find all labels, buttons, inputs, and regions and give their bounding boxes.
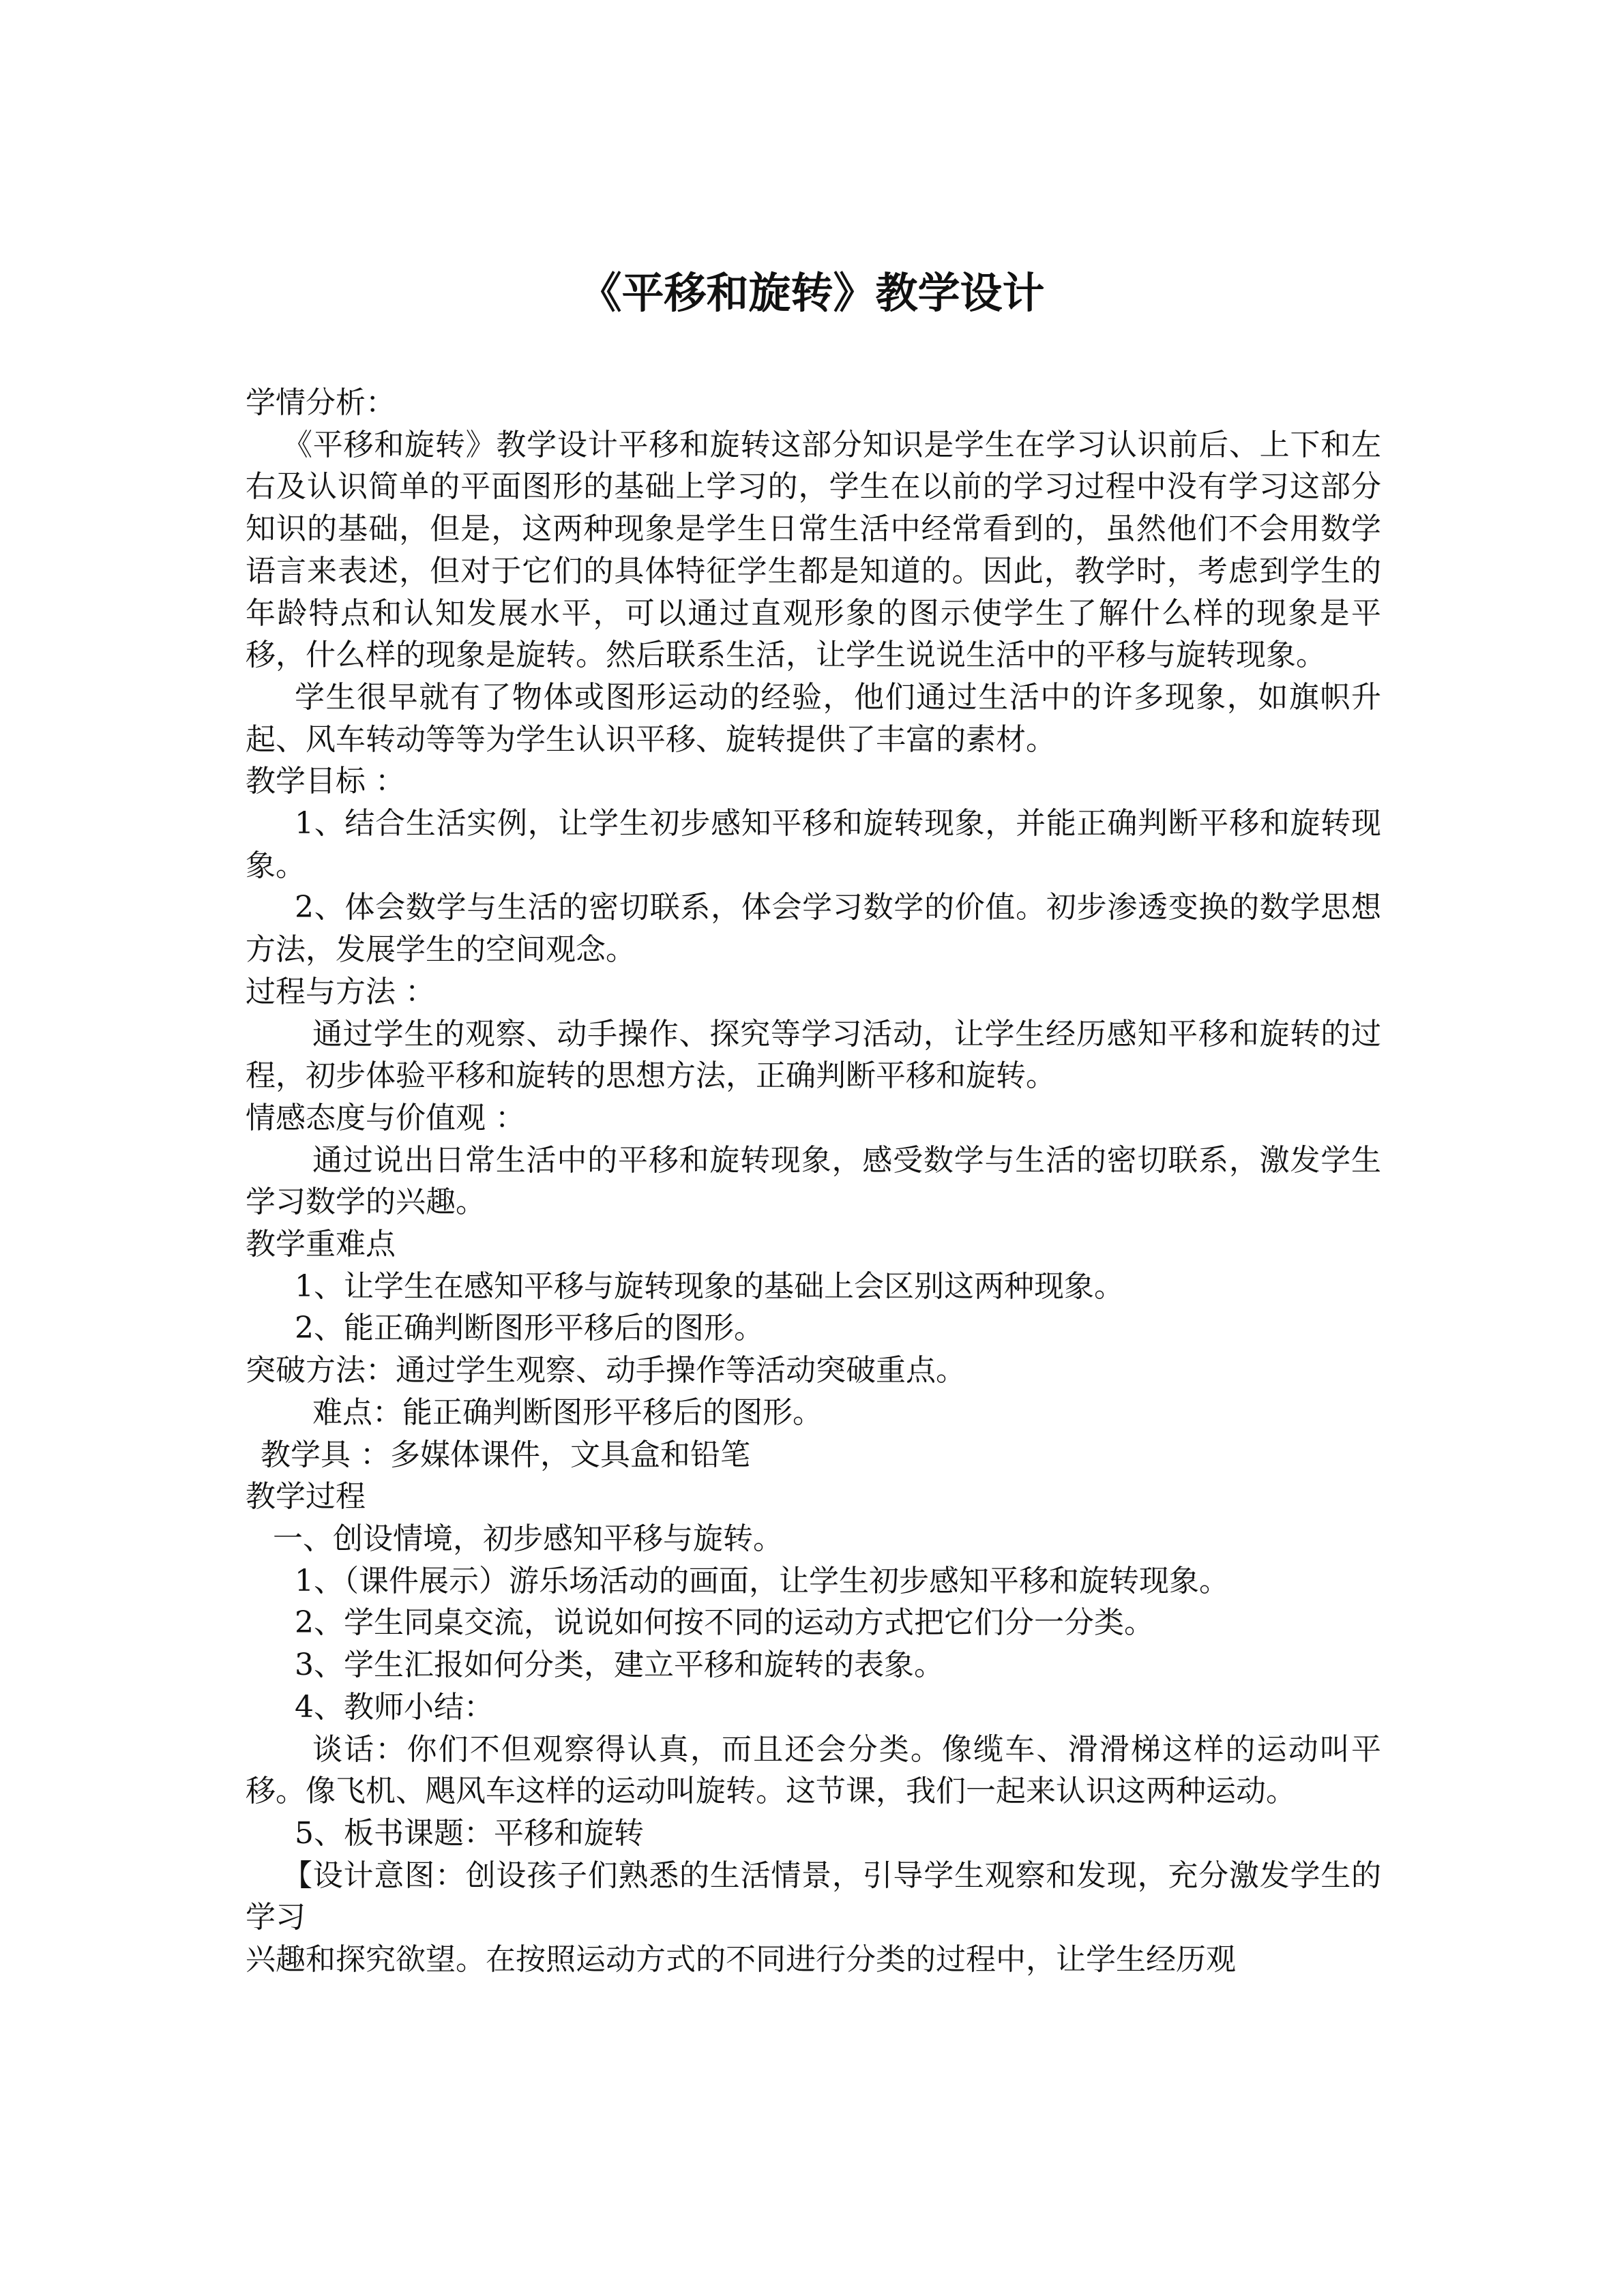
- body-paragraph: 【设计意图：创设孩子们熟悉的生活情景，引导学生观察和发现，充分激发学生的学习: [246, 1858, 1381, 1935]
- body-paragraph: 教学过程: [246, 1479, 366, 1515]
- body-paragraph: 教学具 ：多媒体课件，文具盒和铅笔: [261, 1437, 750, 1472]
- body-paragraph: 学情分析：: [246, 385, 396, 420]
- body-paragraph: 2、学生同桌交流，说说如何按不同的运动方式把它们分一分类。: [295, 1605, 1154, 1641]
- document-title: 《平移和旋转》教学设计: [579, 268, 1045, 318]
- body-paragraph: 1、让学生在感知平移与旋转现象的基础上会区别这两种现象。: [295, 1268, 1124, 1304]
- body-paragraph: 教学重难点: [246, 1227, 396, 1262]
- document-body: [246, 382, 1381, 1981]
- body-paragraph: 兴趣和探究欲望。在按照运动方式的不同进行分类的过程中，让学生经历观: [246, 1942, 1236, 1978]
- body-paragraph: 1、（课件展示）游乐场活动的画面，让学生初步感知平移和旋转现象。: [295, 1563, 1229, 1598]
- body-paragraph: 一、创设情境，初步感知平移与旋转。: [273, 1521, 783, 1556]
- body-paragraph: 教学目标 ：: [246, 764, 405, 799]
- body-paragraph: 2、能正确判断图形平移后的图形。: [295, 1311, 764, 1346]
- body-paragraph: 情感态度与价值观 ：: [246, 1100, 525, 1135]
- body-paragraph: 过程与方法 ：: [246, 974, 435, 1009]
- body-paragraph: 2、体会数学与生活的密切联系，体会学习数学的价值。初步渗透变换的数学思想方法，发展学生的空间观念。: [246, 890, 1381, 968]
- body-paragraph: 5、板书课题：平移和旋转: [295, 1815, 644, 1851]
- body-paragraph: 学生很早就有了物体或图形运动的经验，他们通过生活中的许多现象，如旗帜升起、风车转动等等为学生认识平移、旋转提供了丰富的素材。: [246, 679, 1381, 757]
- body-paragraph: 《平移和旋转》教学设计平移和旋转这部分知识是学生在学习认识前后、上下和左右及认识简单的平面图形的基础上学习的，学生在以前的学习过程中没有学习这部分知识的基础，但是，这两种现象是学生日常生活中经常看到的，虽然他们不会用数学语言来表述，但对于它们的具体特征学生都是知道的。因此，教学时，考虑到学生的年龄特点和认知发展水平，可以通过直观形象的图示使学生了解什么样的现象是平移，什么样的现象是旋转。然后联系生活，让学生说说生活中的平移与旋转现象。: [246, 427, 1381, 673]
- body-paragraph: 通过说出日常生活中的平移和旋转现象，感受数学与生活的密切联系，激发学生学习数学的兴趣。: [246, 1142, 1381, 1220]
- body-paragraph: 谈话：你们不但观察得认真，而且还会分类。像缆车、滑滑梯这样的运动叫平移。像飞机、飓风车这样的运动叫旋转。这节课，我们一起来认识这两种运动。: [246, 1731, 1381, 1809]
- body-paragraph: 通过学生的观察、动手操作、探究等学习活动，让学生经历感知平移和旋转的过程，初步体验平移和旋转的思想方法，正确判断平移和旋转。: [246, 1016, 1381, 1094]
- body-paragraph: 难点：能正确判断图形平移后的图形。: [312, 1395, 823, 1430]
- body-paragraph: 4、教师小结：: [295, 1689, 494, 1725]
- body-paragraph: 3、学生汇报如何分类，建立平移和旋转的表象。: [295, 1648, 944, 1683]
- body-paragraph: 1、结合生活实例，让学生初步感知平移和旋转现象，并能正确判断平移和旋转现象。: [246, 806, 1381, 883]
- body-paragraph: 突破方法：通过学生观察、动手操作等活动突破重点。: [246, 1353, 966, 1388]
